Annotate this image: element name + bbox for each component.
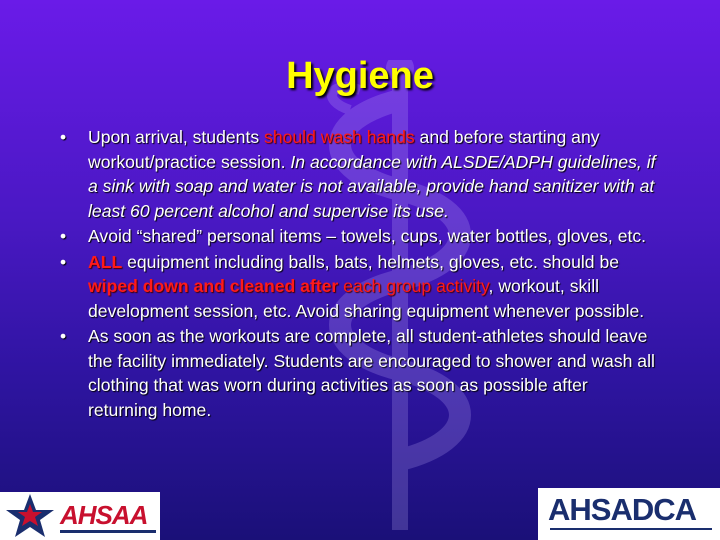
bullet-item [60, 324, 660, 422]
bullet-text-segment: each group activity [338, 276, 489, 296]
star-icon [2, 492, 58, 540]
bullet-item [60, 125, 660, 223]
bullet-dot-icon: • [60, 226, 67, 246]
ahsaa-logo-text: AHSAA [60, 500, 148, 530]
bullet-text-segment: ALL [88, 251, 123, 272]
bullet-dot-icon: • [60, 251, 67, 272]
bullet-dot-icon: • [60, 127, 67, 147]
bullet-text-segment: and before starting any workout/practice session. [88, 127, 600, 172]
bullet-text-segment: wiped down and cleaned after [88, 276, 339, 296]
ahsadca-logo-text: AHSADCA [548, 492, 696, 527]
ahsaa-logo-underline [60, 530, 156, 533]
bullet-text-segment: Upon arrival, students [88, 127, 265, 147]
slide-title: Hygiene [286, 55, 434, 97]
bullet-item [60, 250, 660, 324]
bullet-text-segment: , workout, skill development session, etc. Avoid sharing equipment whenever possible. [88, 276, 645, 321]
bullet-item [60, 224, 660, 249]
bullet-text-segment: should wash hands [264, 127, 415, 147]
bullet-text-segment: Avoid “shared” personal items – towels, cups, water bottles, gloves, etc. [88, 226, 647, 246]
bullet-text-segment: In accordance with ALSDE/ADPH guidelines, if a sink with soap and water is not available, provide hand sanitizer with at least 60 percent alcohol and supervise its use. [88, 151, 656, 221]
bullet-text-segment: As soon as the workouts are complete, all student-athletes should leave the facility immediately. Students are encouraged to shower and wash all clothing that was worn during activities as soon as possible after returning home. [88, 326, 655, 420]
bullet-text-segment: equipment including balls, bats, helmets, gloves, etc. should be [122, 251, 620, 272]
bullet-list [60, 125, 660, 423]
bullet-dot-icon: • [60, 326, 67, 346]
ahsadca-logo [538, 488, 720, 540]
ahsadca-logo-underline [550, 528, 712, 530]
ahsaa-logo [0, 492, 160, 540]
